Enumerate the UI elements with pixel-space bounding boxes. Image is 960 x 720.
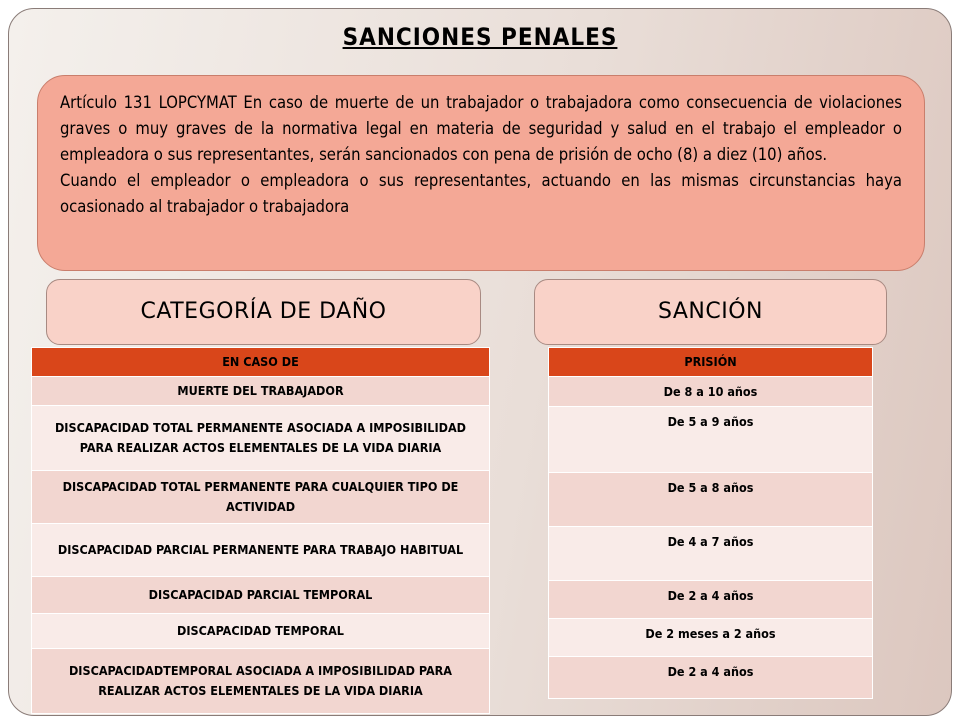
damage-table (31, 347, 490, 714)
table-row (549, 407, 873, 473)
table-row (549, 473, 873, 527)
sanction-table (548, 347, 873, 699)
sanction-cell: De 2 a 4 años (549, 657, 873, 699)
table-row (32, 471, 490, 524)
damage-table-header: EN CASO DE (32, 348, 490, 377)
article-box (37, 75, 925, 271)
table-row (32, 377, 490, 406)
sanction-cell: De 5 a 8 años (549, 473, 873, 527)
article-paragraph-2: Cuando el empleador o empleadora o sus representantes, actuando en las mismas circunstancias haya ocasionado al trabajador o trabajadora (60, 171, 902, 216)
page-title: SANCIONES PENALES (342, 23, 618, 51)
table-row (549, 657, 873, 699)
table-row (549, 619, 873, 657)
category-header-box: CATEGORÍA DE DAÑO (46, 279, 481, 345)
sanction-cell: De 5 a 9 años (549, 407, 873, 473)
table-row (32, 614, 490, 649)
sanction-cell: De 2 meses a 2 años (549, 619, 873, 657)
table-row (32, 577, 490, 614)
table-row (32, 406, 490, 471)
damage-cell: DISCAPACIDAD TOTAL PERMANENTE ASOCIADA A IMPOSIBILIDAD PARA REALIZAR ACTOS ELEMENTALES DE LA VIDA DIARIA (32, 406, 490, 471)
sanction-table-header-row (549, 348, 873, 377)
sanction-table-header: PRISIÓN (549, 348, 873, 377)
damage-cell: DISCAPACIDAD TEMPORAL (32, 614, 490, 649)
table-row (32, 524, 490, 577)
table-row (549, 581, 873, 619)
table-row (32, 649, 490, 714)
table-row (549, 527, 873, 581)
sanction-cell: De 8 a 10 años (549, 377, 873, 407)
table-row (549, 377, 873, 407)
damage-cell: MUERTE DEL TRABAJADOR (32, 377, 490, 406)
damage-table-header-row (32, 348, 490, 377)
damage-cell: DISCAPACIDAD PARCIAL PERMANENTE PARA TRABAJO HABITUAL (32, 524, 490, 577)
damage-cell: DISCAPACIDAD TOTAL PERMANENTE PARA CUALQUIER TIPO DE ACTIVIDAD (32, 471, 490, 524)
slide (8, 8, 952, 716)
sanction-cell: De 4 a 7 años (549, 527, 873, 581)
damage-cell: DISCAPACIDAD PARCIAL TEMPORAL (32, 577, 490, 614)
damage-cell: DISCAPACIDADTEMPORAL ASOCIADA A IMPOSIBILIDAD PARA REALIZAR ACTOS ELEMENTALES DE LA VIDA DIARIA (32, 649, 490, 714)
article-paragraph-1: Artículo 131 LOPCYMAT En caso de muerte de un trabajador o trabajadora como consecuencia de violaciones graves o muy graves de la normativa legal en materia de seguridad y salud en el trabajo el empleador o empleadora o sus representantes, serán sancionados con pena de prisión de ocho (8) a diez (10) años. (60, 93, 902, 164)
sanction-cell: De 2 a 4 años (549, 581, 873, 619)
sanction-header-box: SANCIÓN (534, 279, 887, 345)
